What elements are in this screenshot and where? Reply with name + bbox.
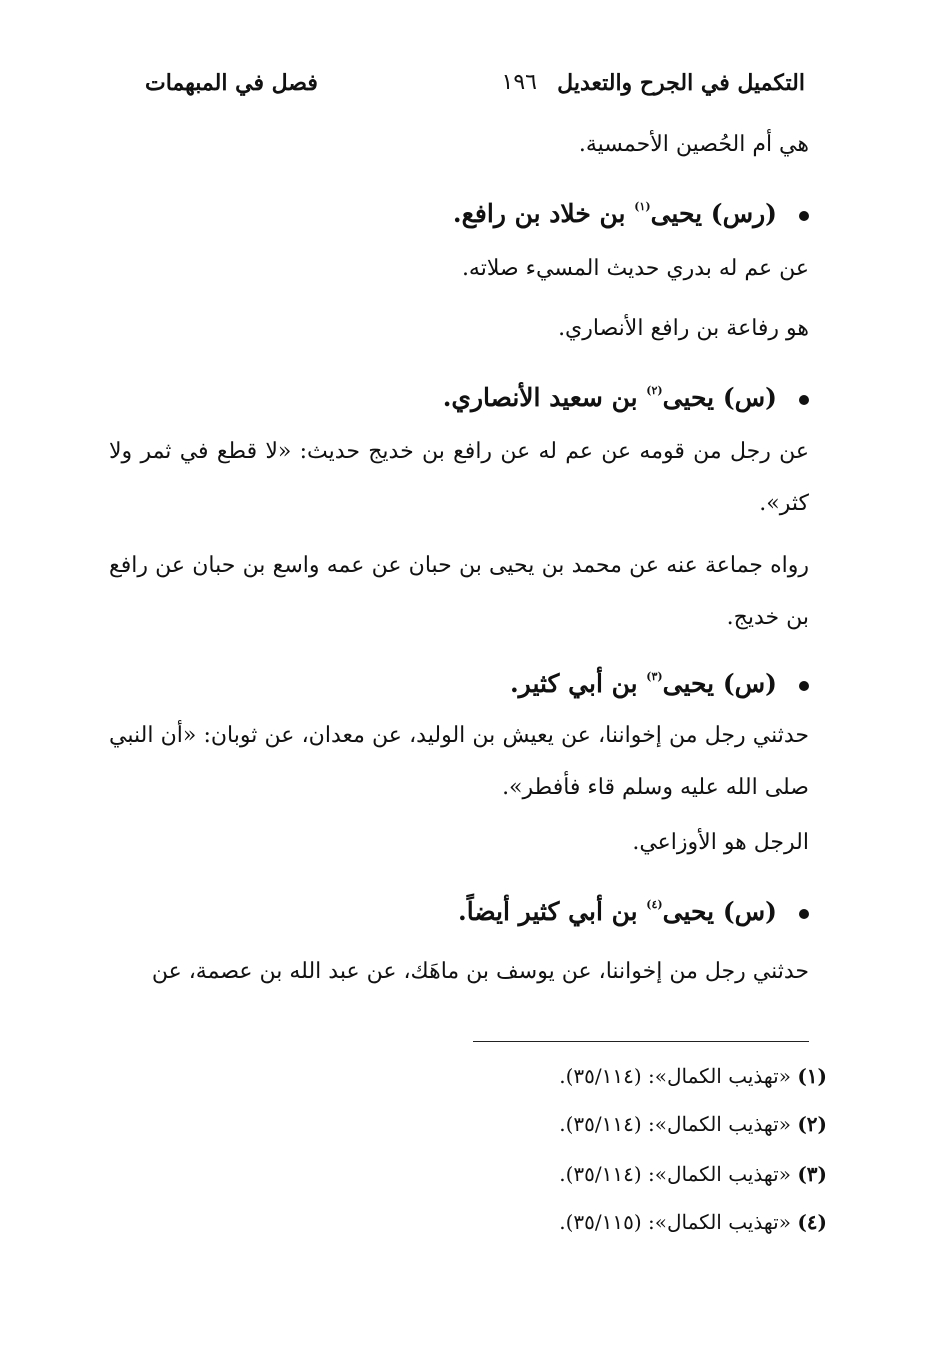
text-line-3: هو رفاعة بن رافع الأنصاري. bbox=[558, 316, 809, 341]
bullet-icon bbox=[799, 681, 809, 691]
footnote-2 bbox=[559, 1110, 827, 1138]
footnote-4 bbox=[559, 1208, 827, 1236]
footnote-number: (٤) bbox=[797, 1210, 827, 1234]
entry-4-rest: بن أبي كثير أيضاً. bbox=[458, 897, 647, 926]
entry-3-rest: بن أبي كثير. bbox=[509, 669, 647, 698]
footnote-number: (١) bbox=[797, 1064, 827, 1088]
footnote-divider bbox=[473, 1041, 809, 1042]
footnote-1 bbox=[559, 1062, 827, 1090]
paragraph-1: عن رجل من قومه عن عم له عن رافع بن خديج حديث: «لا قطع في ثمر ولا كثر». bbox=[109, 439, 809, 516]
paragraph-2: رواه جماعة عنه عن محمد بن يحيى بن حبان عن عمه واسع بن حبان عن رافع بن خديج. bbox=[109, 553, 809, 630]
footnote-number: (٢) bbox=[797, 1112, 827, 1136]
header-book-title: التكميل في الجرح والتعديل bbox=[557, 70, 805, 96]
footnote-text: «تهذيب الكمال»: (٣٥/١١٤). bbox=[559, 1162, 798, 1186]
entry-2-rest: بن سعيد الأنصاري. bbox=[442, 383, 647, 412]
paragraph-3: حدثني رجل من إخواننا، عن يعيش بن الوليد، عن معدان، عن ثوبان: «أن النبي صلى الله عليه وسلم قاء فأفطر». bbox=[109, 723, 809, 800]
paragraph-4: حدثني رجل من إخواننا، عن يوسف بن ماهَك، عن عبد الله بن عصمة، عن bbox=[151, 959, 809, 984]
bullet-icon bbox=[799, 395, 809, 405]
header-section-title: فصل في المبهمات bbox=[145, 70, 318, 96]
footnote-text: «تهذيب الكمال»: (٣٥/١١٤). bbox=[559, 1064, 798, 1088]
entry-heading-1 bbox=[453, 190, 809, 231]
footnote-text: «تهذيب الكمال»: (٣٥/١١٥). bbox=[559, 1210, 798, 1234]
entry-1-rest: بن خلاد بن رافع. bbox=[452, 199, 635, 228]
running-header bbox=[145, 62, 805, 106]
text-line-4: الرجل هو الأوزاعي. bbox=[632, 830, 809, 855]
header-page-number: ١٩٦ bbox=[501, 70, 537, 95]
footnote-text: «تهذيب الكمال»: (٣٥/١١٤). bbox=[559, 1112, 798, 1136]
entry-1-footnote-ref: (١) bbox=[634, 200, 651, 213]
entry-1-name: (رس) يحيى bbox=[650, 199, 777, 228]
entry-3-footnote-ref: (٣) bbox=[646, 670, 663, 683]
entry-heading-2 bbox=[443, 374, 809, 415]
entry-heading-4 bbox=[458, 888, 809, 929]
bullet-icon bbox=[799, 211, 809, 221]
entry-2-name: (س) يحيى bbox=[662, 383, 777, 412]
bullet-icon bbox=[799, 909, 809, 919]
footnote-3 bbox=[559, 1160, 827, 1188]
entry-4-footnote-ref: (٤) bbox=[646, 898, 663, 911]
text-line-2: عن عم له بدري حديث المسيء صلاته. bbox=[461, 256, 809, 281]
footnote-number: (٣) bbox=[797, 1162, 827, 1186]
entry-4-name: (س) يحيى bbox=[662, 897, 777, 926]
entry-heading-3 bbox=[510, 660, 809, 701]
text-line-1: هي أم الحُصين الأحمسية. bbox=[578, 132, 809, 157]
entry-2-footnote-ref: (٢) bbox=[646, 384, 663, 397]
entry-3-name: (س) يحيى bbox=[662, 669, 777, 698]
